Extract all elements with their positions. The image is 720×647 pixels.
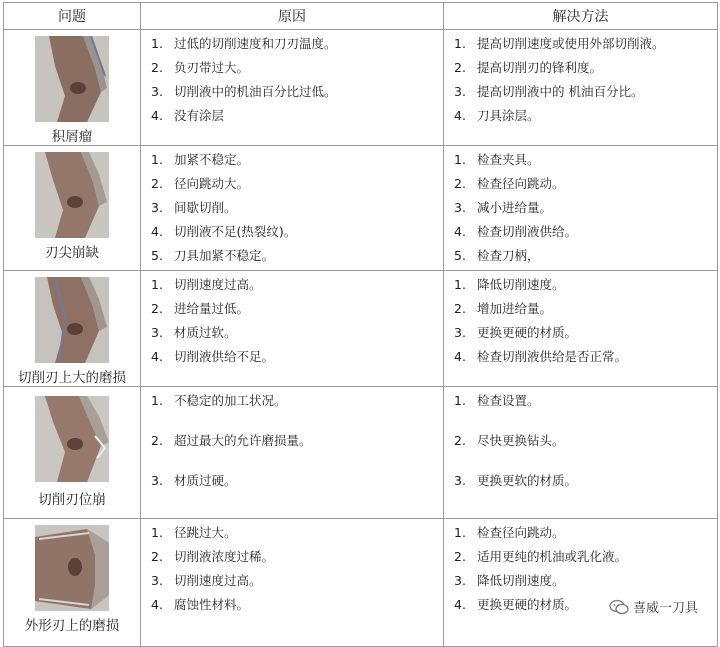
item-number: 3. bbox=[454, 573, 466, 588]
item-number: 4. bbox=[151, 108, 163, 123]
list-item bbox=[151, 471, 443, 511]
list-item bbox=[454, 34, 717, 58]
item-text: 进给量过低。 bbox=[174, 301, 250, 316]
header-problem: 问题 bbox=[4, 3, 141, 30]
item-number: 1. bbox=[151, 277, 163, 292]
list-item bbox=[454, 246, 717, 270]
item-text: 更换更硬的材质。 bbox=[477, 325, 578, 340]
list-item bbox=[454, 222, 717, 246]
item-text: 提高切削刃的锋利度。 bbox=[477, 60, 603, 75]
list-item bbox=[151, 246, 443, 270]
problem-cell bbox=[4, 146, 141, 271]
item-text: 切削液中的机油百分比过低。 bbox=[174, 84, 337, 99]
item-number: 2. bbox=[454, 549, 466, 564]
item-text: 减小进给量。 bbox=[477, 200, 553, 215]
list-item bbox=[151, 299, 443, 323]
item-text: 检查设置。 bbox=[477, 393, 540, 408]
item-number: 2. bbox=[151, 176, 163, 191]
item-text: 检查切削液供给是否正常。 bbox=[477, 349, 628, 364]
drill-tip-photo bbox=[35, 525, 109, 611]
item-text: 负刃带过大。 bbox=[174, 60, 250, 75]
item-number: 2. bbox=[454, 301, 466, 316]
cause-cell bbox=[141, 146, 444, 271]
watermark bbox=[609, 597, 698, 616]
item-text: 材质过硬。 bbox=[174, 473, 237, 488]
list-item bbox=[454, 523, 717, 547]
item-number: 4. bbox=[151, 224, 163, 239]
list-item bbox=[151, 571, 443, 595]
item-number: 4. bbox=[454, 108, 466, 123]
item-text: 不稳定的加工状况。 bbox=[174, 393, 287, 408]
item-text: 检查切削液供给。 bbox=[477, 224, 578, 239]
item-number: 4. bbox=[454, 224, 466, 239]
solution-cell bbox=[444, 271, 718, 387]
list-item bbox=[454, 431, 717, 471]
item-number: 3. bbox=[151, 84, 163, 99]
table-row bbox=[4, 271, 718, 387]
list-item bbox=[454, 198, 717, 222]
cause-cell bbox=[141, 387, 444, 519]
item-number: 1. bbox=[454, 277, 466, 292]
cause-list bbox=[141, 271, 443, 371]
item-number: 1. bbox=[454, 36, 466, 51]
item-text: 更换更硬的材质。 bbox=[477, 597, 578, 612]
item-number: 2. bbox=[454, 176, 466, 191]
list-item bbox=[151, 82, 443, 106]
list-item bbox=[151, 523, 443, 547]
item-number: 4. bbox=[454, 349, 466, 364]
item-number: 5. bbox=[454, 248, 466, 263]
solution-cell bbox=[444, 519, 718, 647]
solution-list bbox=[444, 30, 717, 130]
drill-tip-photo bbox=[35, 393, 109, 485]
item-text: 切削速度过高。 bbox=[174, 573, 262, 588]
item-text: 提高切削液中的 机油百分比。 bbox=[477, 84, 644, 99]
item-text: 加紧不稳定。 bbox=[174, 152, 250, 167]
problem-cell bbox=[4, 271, 141, 387]
item-number: 3. bbox=[454, 473, 466, 488]
item-text: 切削液供给不足。 bbox=[174, 349, 275, 364]
wear-troubleshooting-table bbox=[3, 2, 718, 647]
solution-list bbox=[444, 387, 717, 511]
list-item bbox=[151, 391, 443, 431]
item-number: 2. bbox=[151, 549, 163, 564]
list-item bbox=[151, 34, 443, 58]
item-text: 间歇切削。 bbox=[174, 200, 237, 215]
list-item bbox=[454, 547, 717, 571]
list-item bbox=[454, 471, 717, 511]
solution-list bbox=[444, 271, 717, 371]
item-number: 1. bbox=[151, 393, 163, 408]
item-number: 4. bbox=[151, 597, 163, 612]
item-number: 4. bbox=[151, 349, 163, 364]
solution-list bbox=[444, 146, 717, 270]
item-text: 超过最大的允许磨损量。 bbox=[174, 433, 312, 448]
header-cause: 原因 bbox=[141, 3, 444, 30]
problem-name: 刃尖崩缺 bbox=[45, 245, 99, 261]
item-text: 降低切削速度。 bbox=[477, 277, 565, 292]
solution-cell bbox=[444, 387, 718, 519]
list-item bbox=[151, 323, 443, 347]
cause-list bbox=[141, 519, 443, 619]
drill-tip-photo bbox=[35, 36, 109, 122]
cause-list bbox=[141, 30, 443, 130]
list-item bbox=[151, 174, 443, 198]
item-number: 3. bbox=[151, 473, 163, 488]
item-number: 1. bbox=[151, 525, 163, 540]
watermark-text: 喜威一刀具 bbox=[632, 601, 698, 616]
problem-cell bbox=[4, 519, 141, 647]
item-text: 切削液不足(热裂纹)。 bbox=[174, 224, 297, 239]
header-row bbox=[4, 3, 718, 30]
item-text: 径向跳动大。 bbox=[174, 176, 250, 191]
list-item bbox=[454, 571, 717, 595]
item-text: 材质过软。 bbox=[174, 325, 237, 340]
list-item bbox=[151, 347, 443, 371]
list-item bbox=[151, 198, 443, 222]
list-item bbox=[151, 106, 443, 130]
list-item bbox=[151, 275, 443, 299]
item-text: 没有涂层 bbox=[174, 108, 225, 123]
cause-cell bbox=[141, 30, 444, 146]
item-text: 检查径向跳动。 bbox=[477, 176, 565, 191]
list-item bbox=[151, 431, 443, 471]
item-number: 1. bbox=[454, 525, 466, 540]
list-item bbox=[454, 275, 717, 299]
problem-name: 切削刃上大的磨损 bbox=[18, 370, 126, 386]
item-text: 切削液浓度过稀。 bbox=[174, 549, 275, 564]
list-item bbox=[454, 347, 717, 371]
item-number: 3. bbox=[454, 325, 466, 340]
drill-tip-photo bbox=[35, 277, 109, 363]
table-row bbox=[4, 146, 718, 271]
item-number: 2. bbox=[454, 433, 466, 448]
list-item bbox=[454, 174, 717, 198]
solution-cell bbox=[444, 30, 718, 146]
item-number: 2. bbox=[151, 433, 163, 448]
problem-name: 外形刃上的磨损 bbox=[24, 618, 120, 634]
item-number: 1. bbox=[454, 393, 466, 408]
cause-cell bbox=[141, 271, 444, 387]
problem-name: 积屑瘤 bbox=[51, 129, 93, 145]
problem-name: 切削刃位崩 bbox=[38, 492, 106, 508]
item-text: 降低切削速度。 bbox=[477, 573, 565, 588]
item-number: 2. bbox=[151, 301, 163, 316]
cause-cell bbox=[141, 519, 444, 647]
cause-list bbox=[141, 387, 443, 511]
list-item bbox=[151, 595, 443, 619]
item-number: 3. bbox=[151, 325, 163, 340]
item-text: 切削速度过高。 bbox=[174, 277, 262, 292]
item-text: 腐蚀性材料。 bbox=[174, 597, 250, 612]
table-row bbox=[4, 387, 718, 519]
wechat-icon bbox=[609, 599, 629, 615]
item-text: 检查径向跳动。 bbox=[477, 525, 565, 540]
item-text: 过低的切削速度和刀刃温度。 bbox=[174, 36, 337, 51]
item-number: 3. bbox=[454, 200, 466, 215]
list-item bbox=[151, 150, 443, 174]
item-text: 增加进给量。 bbox=[477, 301, 553, 316]
item-number: 3. bbox=[454, 84, 466, 99]
cause-list bbox=[141, 146, 443, 270]
list-item bbox=[454, 323, 717, 347]
problem-cell bbox=[4, 387, 141, 519]
table-row bbox=[4, 30, 718, 146]
list-item bbox=[151, 222, 443, 246]
item-number: 3. bbox=[151, 573, 163, 588]
list-item bbox=[454, 391, 717, 431]
list-item bbox=[454, 299, 717, 323]
item-number: 1. bbox=[454, 152, 466, 167]
list-item bbox=[454, 150, 717, 174]
item-text: 提高切削速度或使用外部切削液。 bbox=[477, 36, 665, 51]
item-number: 2. bbox=[151, 60, 163, 75]
list-item bbox=[151, 547, 443, 571]
table-row bbox=[4, 519, 718, 647]
item-text: 检查刀柄， bbox=[477, 248, 540, 263]
item-text: 刀具涂层。 bbox=[477, 108, 540, 123]
item-text: 适用更纯的机油或乳化液。 bbox=[477, 549, 628, 564]
list-item bbox=[454, 58, 717, 82]
item-number: 1. bbox=[151, 152, 163, 167]
header-solution: 解决方法 bbox=[444, 3, 718, 30]
item-text: 刀具加紧不稳定。 bbox=[174, 248, 275, 263]
list-item bbox=[454, 106, 717, 130]
item-text: 更换更软的材质。 bbox=[477, 473, 578, 488]
item-number: 2. bbox=[454, 60, 466, 75]
item-number: 3. bbox=[151, 200, 163, 215]
problem-cell bbox=[4, 30, 141, 146]
drill-tip-photo bbox=[35, 152, 109, 238]
item-text: 尽快更换钻头。 bbox=[477, 433, 565, 448]
solution-cell bbox=[444, 146, 718, 271]
list-item bbox=[454, 82, 717, 106]
item-number: 5. bbox=[151, 248, 163, 263]
item-text: 检查夹具。 bbox=[477, 152, 540, 167]
item-number: 4. bbox=[454, 597, 466, 612]
item-text: 径跳过大。 bbox=[174, 525, 237, 540]
item-number: 1. bbox=[151, 36, 163, 51]
list-item bbox=[151, 58, 443, 82]
